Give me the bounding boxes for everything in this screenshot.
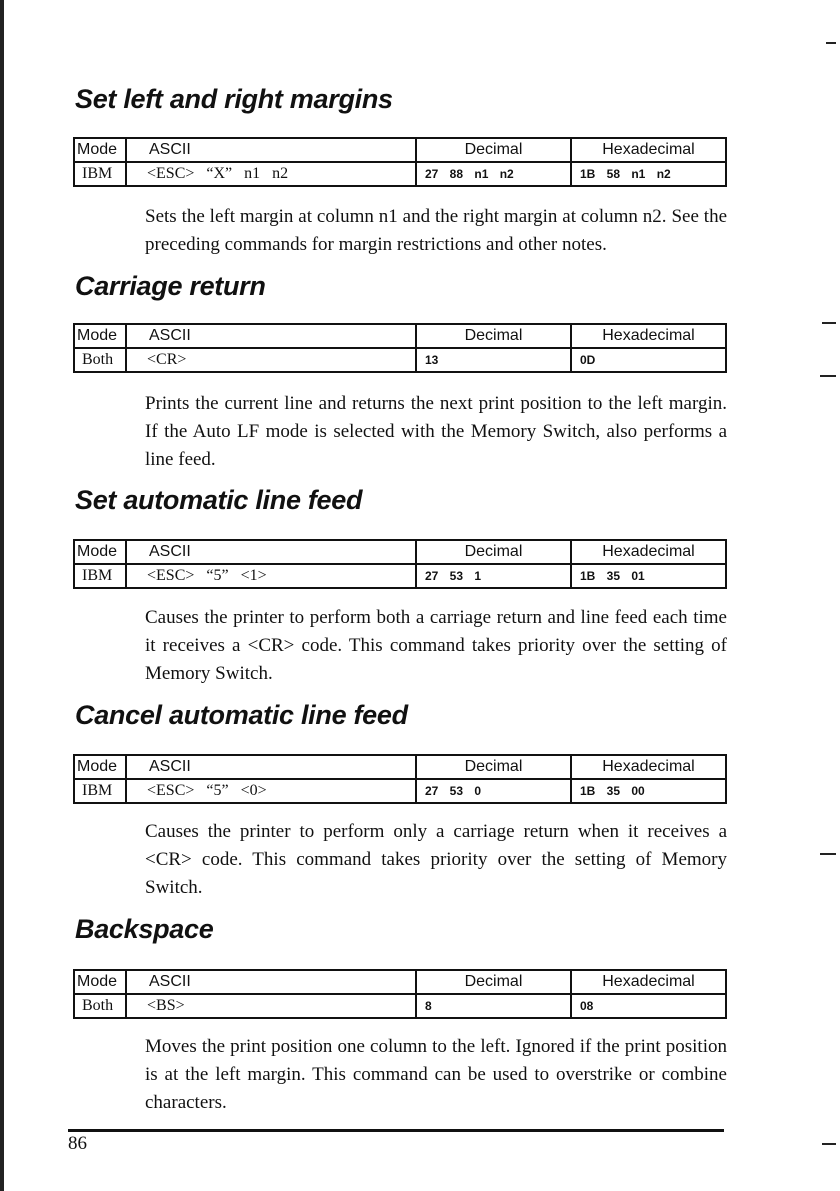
table-header-row — [74, 970, 726, 994]
command-table — [73, 969, 727, 1019]
table-row — [74, 162, 726, 186]
command-table — [73, 137, 727, 187]
footer-rule — [68, 1129, 724, 1132]
header-hex: Hexadecimal — [571, 324, 726, 348]
cell-mode: IBM — [74, 779, 126, 803]
page-edge-shadow — [0, 0, 4, 1191]
header-ascii: ASCII — [126, 324, 416, 348]
cell-ascii: <BS> — [126, 994, 416, 1018]
table-header-row — [74, 138, 726, 162]
command-table — [73, 323, 727, 373]
table-row — [74, 779, 726, 803]
scan-margin-marks — [810, 0, 840, 1191]
header-decimal: Decimal — [416, 755, 571, 779]
cell-mode: IBM — [74, 162, 126, 186]
header-ascii: ASCII — [126, 138, 416, 162]
header-decimal: Decimal — [416, 540, 571, 564]
table-row — [74, 564, 726, 588]
cell-decimal: 27 88 n1 n2 — [416, 162, 571, 186]
cell-ascii: <CR> — [126, 348, 416, 372]
section-title: Carriage return — [75, 271, 266, 301]
section-description: Causes the printer to perform both a carriage return and line feed each time it receives a <CR> code. This command takes priority over the setting of Memory Switch. — [145, 607, 727, 684]
header-hex: Hexadecimal — [571, 138, 726, 162]
header-hex: Hexadecimal — [571, 540, 726, 564]
header-mode: Mode — [74, 970, 126, 994]
header-mode: Mode — [74, 755, 126, 779]
table-header-row — [74, 755, 726, 779]
section-description: Prints the current line and returns the next print position to the left margin. If the Auto LF mode is selected with the Memory Switch, also performs a line feed. — [145, 393, 727, 470]
cell-mode: Both — [74, 348, 126, 372]
section-title: Cancel automatic line feed — [75, 700, 408, 730]
cell-hex: 1B 58 n1 n2 — [571, 162, 726, 186]
table-row — [74, 348, 726, 372]
header-ascii: ASCII — [126, 540, 416, 564]
section-description: Sets the left margin at column n1 and the right margin at column n2. See the preceding commands for margin restrictions and other notes. — [145, 206, 727, 255]
header-decimal: Decimal — [416, 324, 571, 348]
command-table — [73, 754, 727, 804]
table-row — [74, 994, 726, 1018]
section-title: Set left and right margins — [75, 84, 393, 114]
cell-ascii: <ESC> “5” <1> — [126, 564, 416, 588]
header-ascii: ASCII — [126, 970, 416, 994]
header-ascii: ASCII — [126, 755, 416, 779]
cell-ascii: <ESC> “X” n1 n2 — [126, 162, 416, 186]
table-header-row — [74, 540, 726, 564]
header-decimal: Decimal — [416, 138, 571, 162]
header-decimal: Decimal — [416, 970, 571, 994]
section-title: Backspace — [75, 914, 214, 944]
cell-ascii: <ESC> “5” <0> — [126, 779, 416, 803]
cell-hex: 1B 35 01 — [571, 564, 726, 588]
cell-hex: 0D — [571, 348, 726, 372]
header-mode: Mode — [74, 138, 126, 162]
cell-mode: Both — [74, 994, 126, 1018]
cell-hex: 08 — [571, 994, 726, 1018]
cell-decimal: 8 — [416, 994, 571, 1018]
header-mode: Mode — [74, 324, 126, 348]
section-description: Causes the printer to perform only a carriage return when it receives a <CR> code. This command takes priority over the setting of Memory Switch. — [145, 821, 727, 898]
cell-decimal: 13 — [416, 348, 571, 372]
section-title: Set automatic line feed — [75, 485, 363, 515]
section-description: Moves the print position one column to the left. Ignored if the print position is at the left margin. This command can be used to overstrike or combine characters. — [145, 1036, 727, 1113]
header-hex: Hexadecimal — [571, 970, 726, 994]
cell-decimal: 27 53 0 — [416, 779, 571, 803]
cell-mode: IBM — [74, 564, 126, 588]
table-header-row — [74, 324, 726, 348]
header-mode: Mode — [74, 540, 126, 564]
command-table — [73, 539, 727, 589]
cell-decimal: 27 53 1 — [416, 564, 571, 588]
cell-hex: 1B 35 00 — [571, 779, 726, 803]
header-hex: Hexadecimal — [571, 755, 726, 779]
page-number: 86 — [68, 1133, 87, 1154]
